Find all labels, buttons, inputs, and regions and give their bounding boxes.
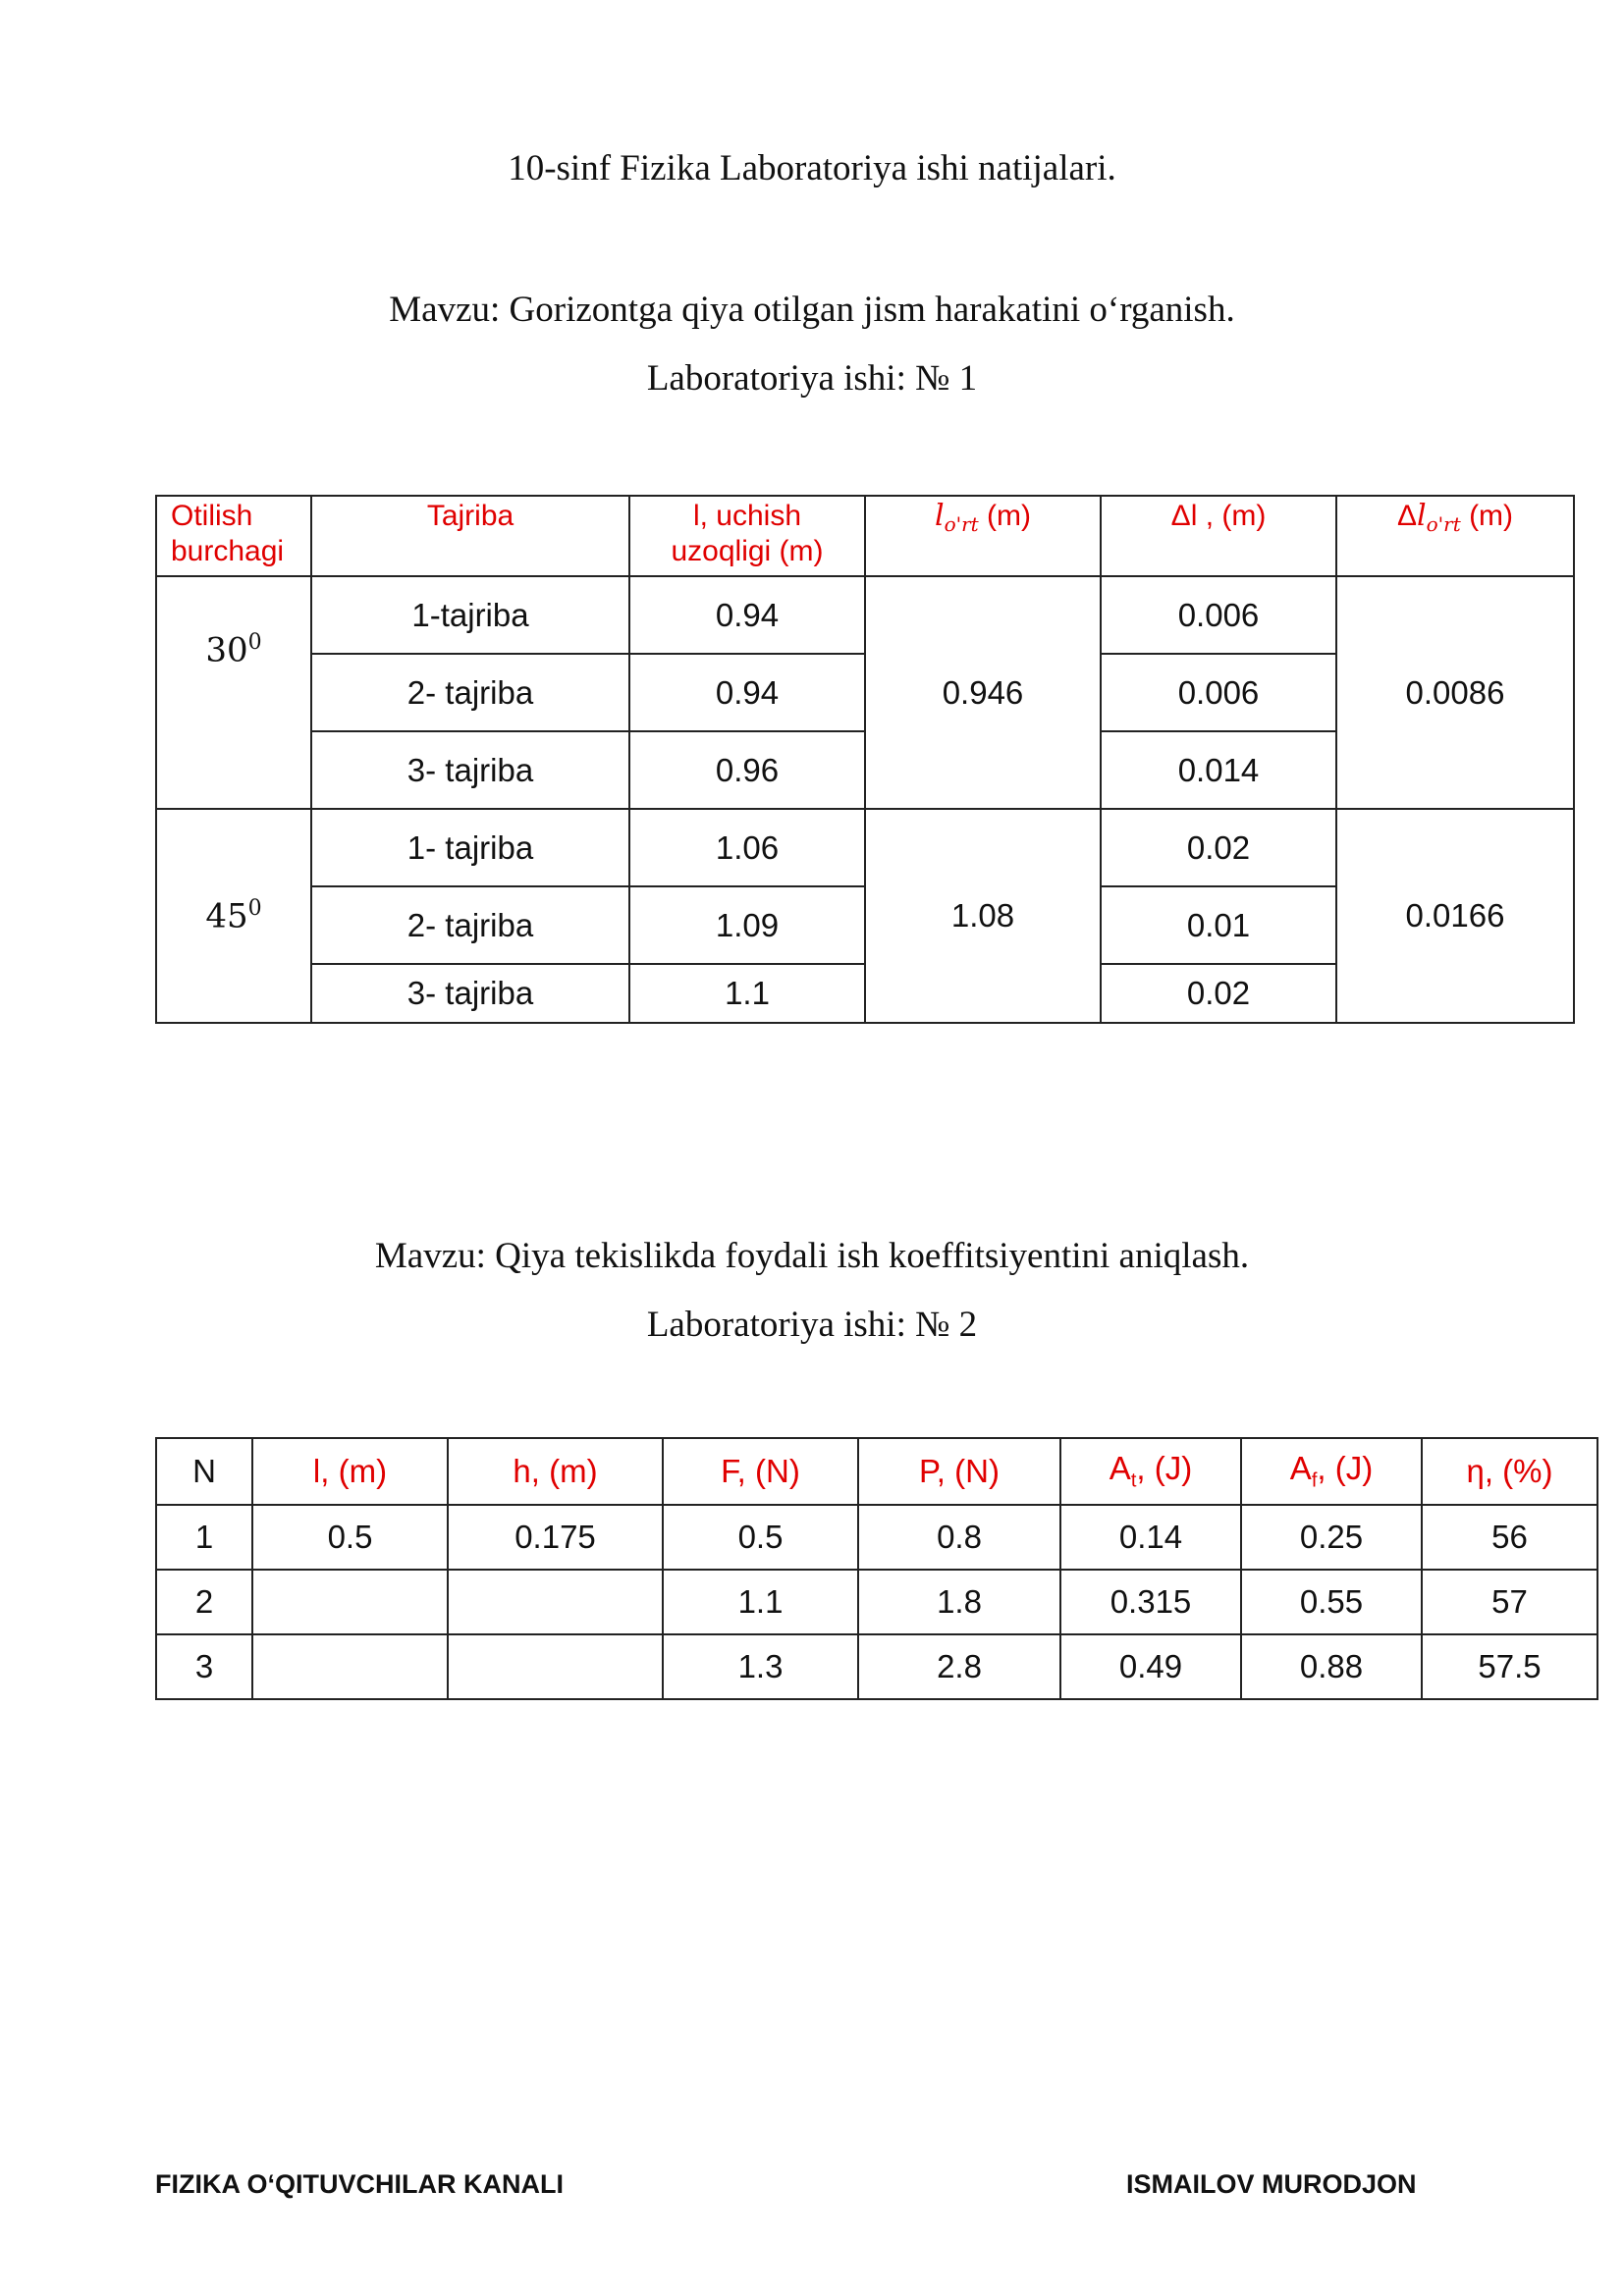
angle-degree: 0 bbox=[247, 895, 262, 921]
af-cell: 0.55 bbox=[1241, 1570, 1422, 1634]
distance-cell: 0.94 bbox=[629, 576, 865, 654]
l-cell bbox=[252, 1634, 448, 1699]
avg-unit: (m) bbox=[978, 500, 1032, 532]
trial-cell: 3- tajriba bbox=[311, 964, 629, 1023]
header-af bbox=[1241, 1438, 1422, 1505]
af-cell: 0.25 bbox=[1241, 1505, 1422, 1570]
header-trial: Tajriba bbox=[311, 496, 629, 576]
n-cell: 2 bbox=[156, 1570, 252, 1634]
trial-cell: 2- tajriba bbox=[311, 654, 629, 731]
delta-avg-unit: (m) bbox=[1460, 500, 1514, 532]
f-cell: 1.3 bbox=[663, 1634, 858, 1699]
delta-cell: 0.02 bbox=[1101, 809, 1336, 886]
header-h: h, (m) bbox=[448, 1438, 663, 1505]
delta-avg-prefix: Δ bbox=[1396, 500, 1417, 532]
page-title: 10-sinf Fizika Laboratoriya ishi natijalari. bbox=[508, 148, 1116, 188]
p-cell: 1.8 bbox=[858, 1570, 1060, 1634]
header-n: N bbox=[156, 1438, 252, 1505]
at-unit: , (J) bbox=[1136, 1450, 1193, 1487]
header-angle-line2: burchagi bbox=[171, 535, 285, 567]
average-cell: 1.08 bbox=[865, 809, 1101, 1023]
distance-cell: 1.06 bbox=[629, 809, 865, 886]
table-header-row bbox=[156, 1438, 1597, 1505]
trial-cell: 3- tajriba bbox=[311, 731, 629, 809]
header-angle-line1: Otilish bbox=[171, 500, 253, 532]
n-cell: 1 bbox=[156, 1505, 252, 1570]
at-main: A bbox=[1109, 1450, 1131, 1487]
header-l: l, (m) bbox=[252, 1438, 448, 1505]
at-cell: 0.14 bbox=[1060, 1505, 1241, 1570]
table-header-row bbox=[156, 496, 1574, 576]
table-row bbox=[156, 809, 1574, 886]
p-cell: 0.8 bbox=[858, 1505, 1060, 1570]
trial-cell: 1-tajriba bbox=[311, 576, 629, 654]
lab1-number: Laboratoriya ishi: № 1 bbox=[646, 358, 978, 399]
distance-cell: 1.1 bbox=[629, 964, 865, 1023]
lab1-topic: Mavzu: Gorizontga qiya otilgan jism harakatini o‘rganish. bbox=[389, 290, 1235, 330]
average-cell: 0.946 bbox=[865, 576, 1101, 809]
af-unit: , (J) bbox=[1317, 1450, 1374, 1487]
lab2-topic: Mavzu: Qiya tekislikda foydali ish koeffitsiyentini aniqlash. bbox=[374, 1236, 1250, 1276]
at-cell: 0.315 bbox=[1060, 1570, 1241, 1634]
table-row bbox=[156, 1634, 1597, 1699]
h-cell: 0.175 bbox=[448, 1505, 663, 1570]
at-cell: 0.49 bbox=[1060, 1634, 1241, 1699]
header-delta: Δl , (m) bbox=[1101, 496, 1336, 576]
angle-degree: 0 bbox=[247, 630, 262, 655]
lab2-number: Laboratoriya ishi: № 2 bbox=[646, 1305, 978, 1345]
angle-cell bbox=[156, 809, 311, 1023]
trial-cell: 1- tajriba bbox=[311, 809, 629, 886]
delta-cell: 0.02 bbox=[1101, 964, 1336, 1023]
h-cell bbox=[448, 1570, 663, 1634]
header-delta-average bbox=[1336, 496, 1574, 576]
f-cell: 1.1 bbox=[663, 1570, 858, 1634]
p-cell: 2.8 bbox=[858, 1634, 1060, 1699]
delta-cell: 0.01 bbox=[1101, 886, 1336, 964]
l-cell bbox=[252, 1570, 448, 1634]
delta-cell: 0.014 bbox=[1101, 731, 1336, 809]
angle-value: 45 bbox=[205, 896, 248, 936]
n-cell: 3 bbox=[156, 1634, 252, 1699]
header-p: P, (N) bbox=[858, 1438, 1060, 1505]
table-row bbox=[156, 1570, 1597, 1634]
af-sub: f bbox=[1311, 1469, 1318, 1492]
af-cell: 0.88 bbox=[1241, 1634, 1422, 1699]
f-cell: 0.5 bbox=[663, 1505, 858, 1570]
table-row bbox=[156, 576, 1574, 654]
distance-cell: 1.09 bbox=[629, 886, 865, 964]
delta-avg-sub: o'rt bbox=[1426, 512, 1461, 536]
table-row bbox=[156, 1505, 1597, 1570]
header-distance-line2: uzoqligi (m) bbox=[671, 535, 824, 567]
footer-left: FIZIKA O‘QITUVCHILAR KANALI bbox=[155, 2169, 564, 2199]
eta-cell: 57 bbox=[1422, 1570, 1597, 1634]
avg-sub: o'rt bbox=[944, 512, 979, 536]
header-at bbox=[1060, 1438, 1241, 1505]
footer-right: ISMAILOV MURODJON bbox=[1126, 2169, 1417, 2199]
header-eta: η, (%) bbox=[1422, 1438, 1597, 1505]
trial-cell: 2- tajriba bbox=[311, 886, 629, 964]
eta-cell: 56 bbox=[1422, 1505, 1597, 1570]
delta-avg-symbol: l bbox=[1416, 499, 1427, 533]
header-distance bbox=[629, 496, 865, 576]
af-main: A bbox=[1289, 1450, 1312, 1487]
header-f: F, (N) bbox=[663, 1438, 858, 1505]
delta-cell: 0.006 bbox=[1101, 576, 1336, 654]
at-sub: t bbox=[1130, 1469, 1137, 1492]
delta-average-cell: 0.0086 bbox=[1336, 576, 1574, 809]
eta-cell: 57.5 bbox=[1422, 1634, 1597, 1699]
lab1-results-table bbox=[155, 495, 1575, 1024]
l-cell: 0.5 bbox=[252, 1505, 448, 1570]
distance-cell: 0.96 bbox=[629, 731, 865, 809]
delta-cell: 0.006 bbox=[1101, 654, 1336, 731]
angle-value: 30 bbox=[205, 630, 248, 670]
header-angle bbox=[156, 496, 311, 576]
lab2-results-table bbox=[155, 1437, 1598, 1700]
avg-symbol: l bbox=[934, 499, 945, 533]
delta-average-cell: 0.0166 bbox=[1336, 809, 1574, 1023]
header-distance-line1: l, uchish bbox=[692, 500, 802, 532]
angle-cell bbox=[156, 576, 311, 809]
header-average bbox=[865, 496, 1101, 576]
h-cell bbox=[448, 1634, 663, 1699]
distance-cell: 0.94 bbox=[629, 654, 865, 731]
